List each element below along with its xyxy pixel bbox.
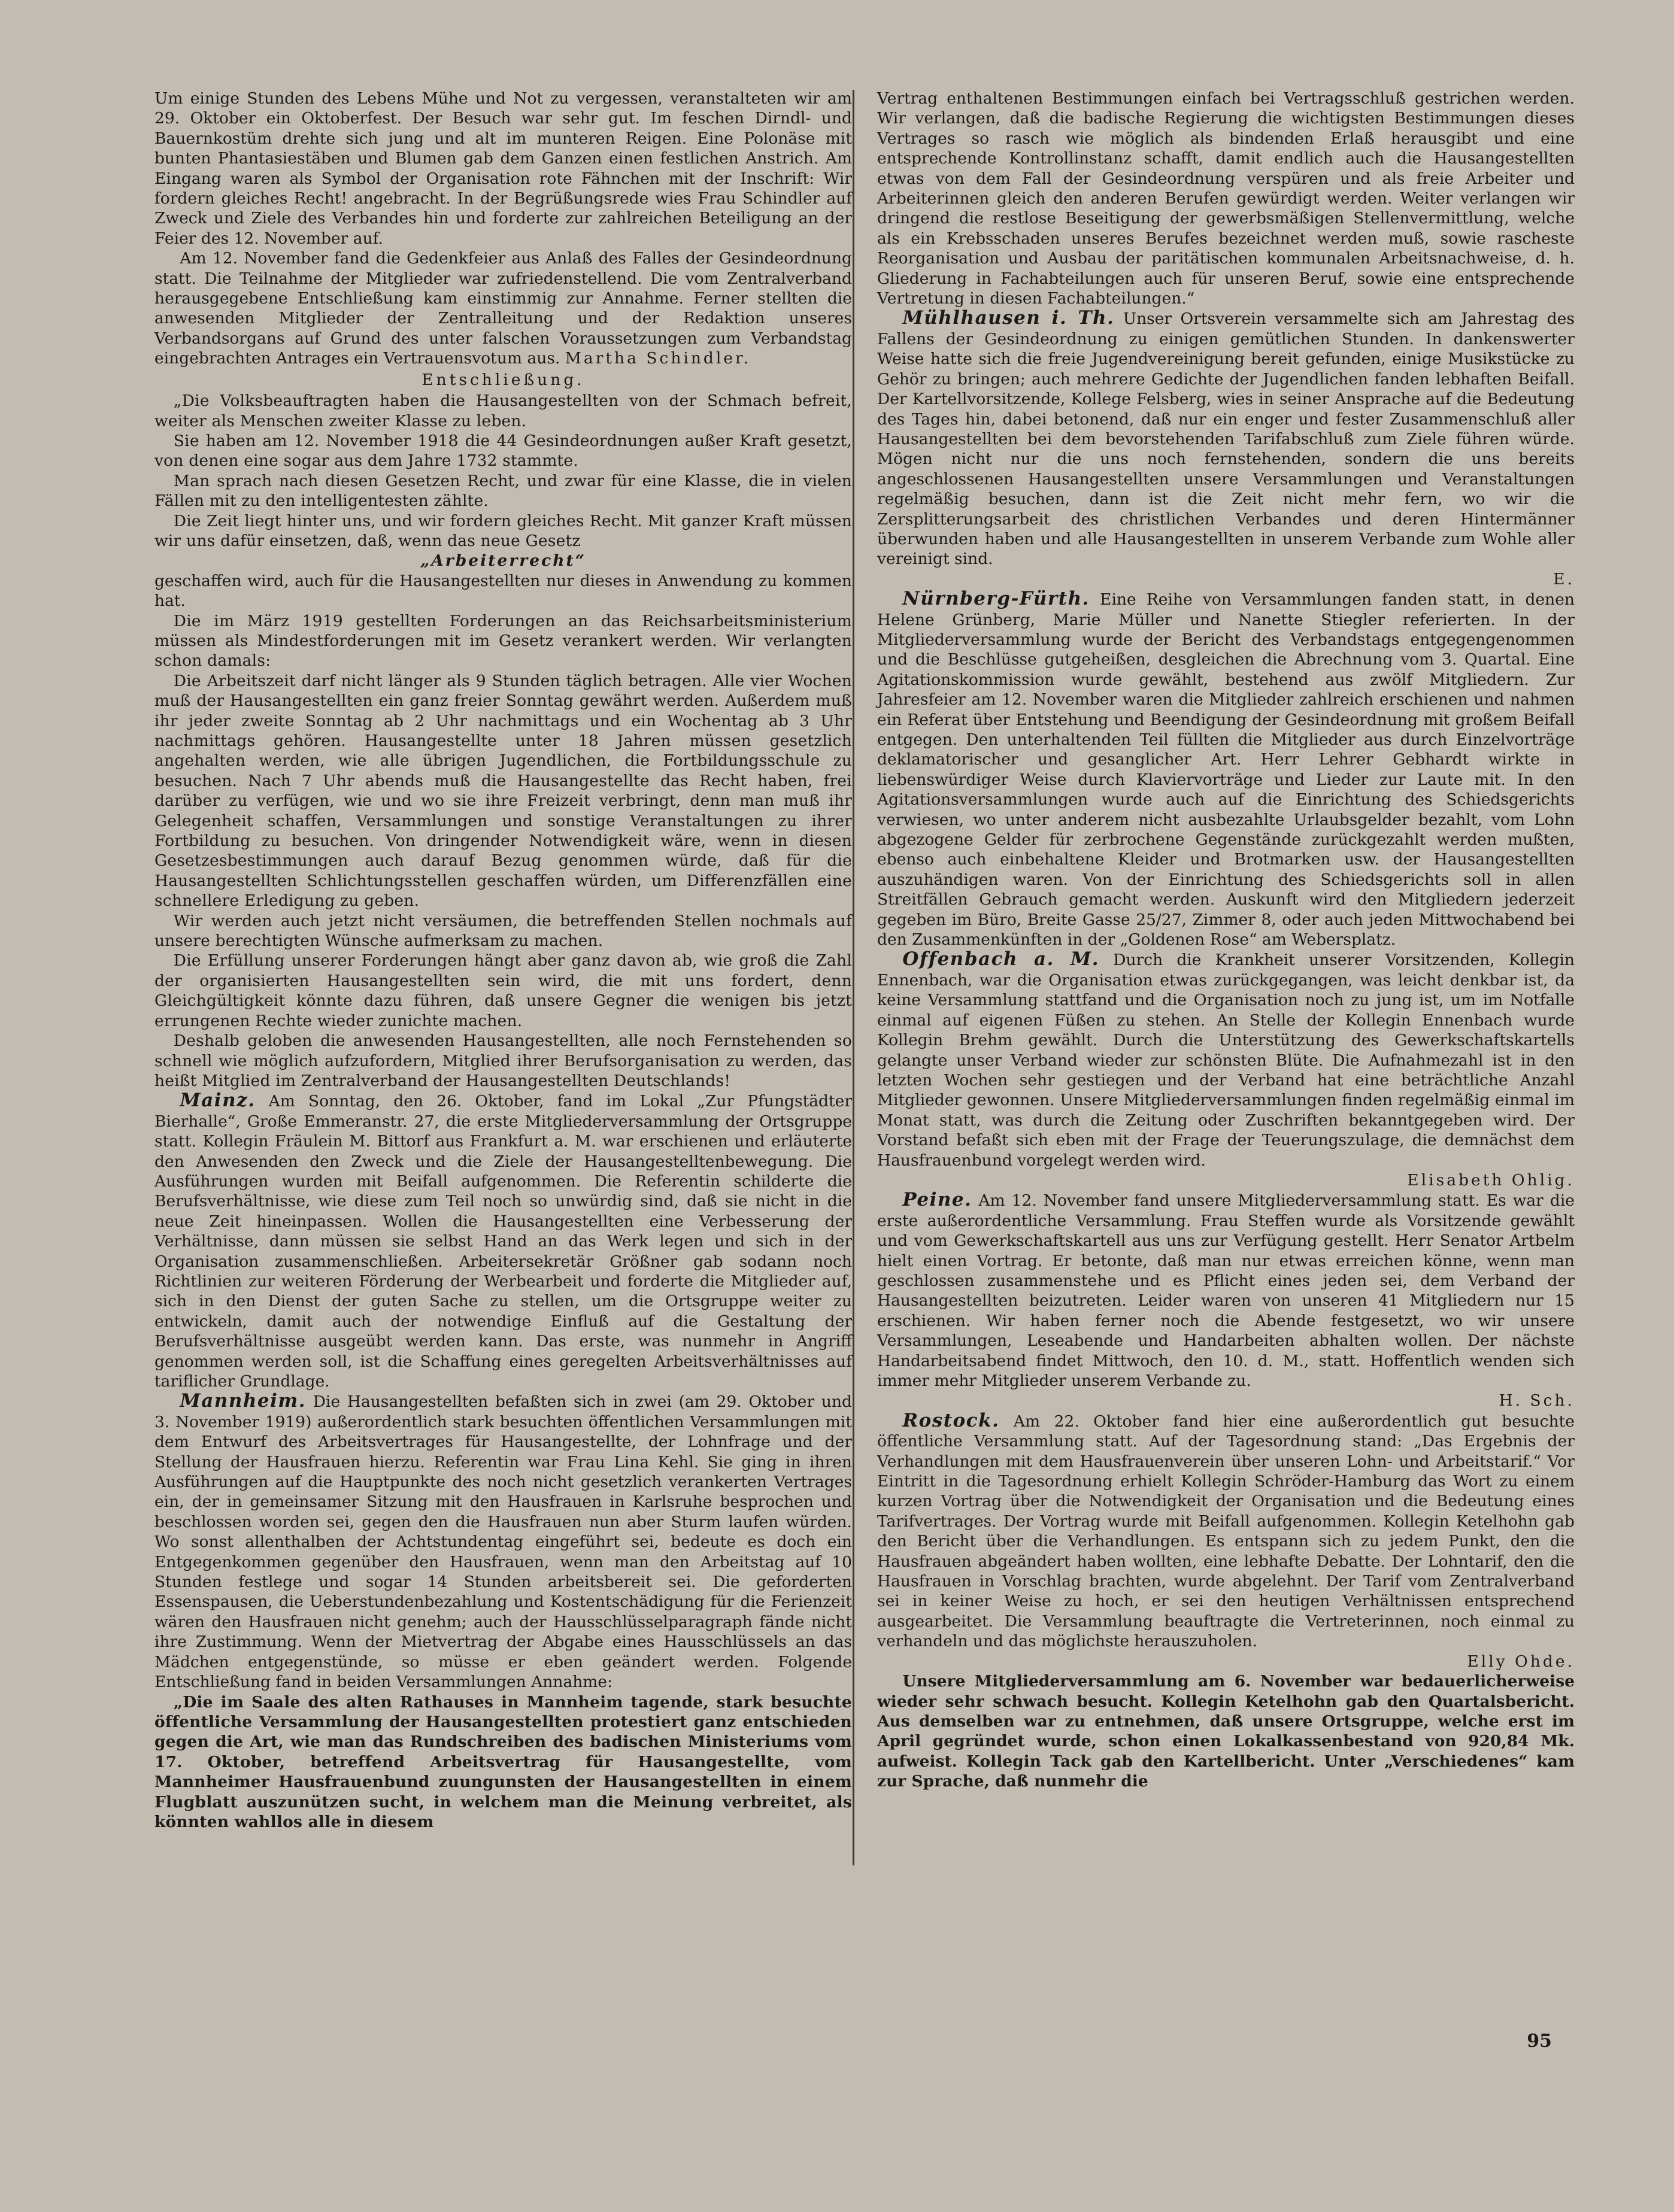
- report-muehlhausen: [877, 308, 1575, 569]
- resolution-paragraph-2: Sie haben am 12. November 1918 die 44 Gesindeordnungen außer Kraft gesetzt, von denen eine sogar aus dem Jahre 1732 stammte.: [154, 431, 852, 471]
- mannheim-resolution-continued: Vertrag enthaltenen Bestimmungen einfach bei Vertragsschluß gestrichen werden. Wir verlangen, daß die badische Regierung die wichtigsten Bestimmungen dieses Vertrages so rasch wie möglich als bindenden Erlaß herausgibt und eine entsprechende Kontrollinstanz schafft, damit endlich auch die Hausangestellten etwas von dem Fall der Gesindeordnung verspüren und als freie Arbeiter und Arbeiterinnen gleich den anderen Berufen gewürdigt werden. Weiter verlangen wir dringend die restlose Beseitigung der gewerbsmäßigen Stellenvermittlung, welche als ein Krebsschaden unseres Berufes bezeichnet werden muß, sowie rascheste Reorganisation und Ausbau der paritätischen kommunalen Arbeitsnachweise, d. h. Gliederung in Fachabteilungen auch für unseren Beruf, sowie eine entsprechende Vertretung in diesen Fachabteilungen.“: [877, 89, 1575, 308]
- mainz-text: Am Sonntag, den 26. Oktober, fand im Lokal „Zur Pfungstädter Bierhalle“, Große Emmeranstr. 27, die erste Mitgliederversammlung der Ortsgruppe statt. Kollegin Fräulein M. Bittorf aus Frankfurt a. M. war erschienen und erläuterte den Anwesenden den Zweck und die Ziele der Hausangestelltenbewegung. Die Ausführungen wurden mit Beifall aufgenommen. Die Referentin schilderte die Berufsverhältnisse, wie diese zum Teil noch so unwürdig sind, daß sie nicht in die neue Zeit hineinpassen. Wollen die Hausangestellten eine Verbesserung der Verhältnisse, dann müssen sie selbst Hand an das Werk legen und sich in der Organisation zusammenschließen. Arbeitersekretär Größner gab sodann noch Richtlinien zur weiteren Förderung der Werbearbeit und forderte die Mitglieder auf, sich in den Dienst der guten Sache zu stellen, um die Ortsgruppe weiter zu entwickeln, damit auch der notwendige Einfluß auf die Gestaltung der Berufsverhältnisse ausgeübt werden kann. Das erste, was nunmehr in Angriff genommen werden soll, ist die Schaffung eines geregelten Arbeitsverhältnisses auf tariflicher Grundlage.: [154, 1092, 852, 1391]
- resolution-paragraph-3: Man sprach nach diesen Gesetzen Recht, und zwar für eine Klasse, die in vielen Fällen mit zu den intelligentesten zählte.: [154, 471, 852, 511]
- signature-hsch: H. Sch.: [1499, 1391, 1575, 1410]
- report-mainz: [154, 1091, 852, 1391]
- report-rostock: [877, 1411, 1575, 1652]
- resolution-paragraph-9: Die Erfüllung unserer Forderungen hängt aber ganz davon ab, wie groß die Zahl der organisierten Hausangestellten sein wird, die mit uns fordert, denn Gleichgültigkeit könnte dazu führen, daß unsere Gegner die wenigen bis jetzt errungenen Rechte wieder zunichte machen.: [154, 951, 852, 1030]
- mannheim-resolution: „Die im Saale des alten Rathauses in Mannheim tagende, stark besuchte öffentliche Versammlung der Hausangestellten protestiert ganz entschieden gegen die Art, wie man das Rundschreiben des badischen Ministeriums vom 17. Oktober, betreffend Arbeitsvertrag für Hausangestellte, vom Mannheimer Hausfrauenbund zuungunsten der Hausangestellten in einem Flugblatt auszunützen sucht, in welchem man die Meinung verbreitet, als könnten wahllos alle in diesem: [154, 1692, 852, 1831]
- report-mannheim: [154, 1391, 852, 1692]
- heading-rostock: Rostock.: [902, 1409, 1000, 1431]
- resolution-title: Entschließung.: [421, 370, 585, 389]
- muehlhausen-text: Unser Ortsverein versammelte sich am Jahrestag des Fallens der Gesindeordnung zu einigen gemütlichen Stunden. In dankenswerter Weise hatte sich die freie Jugendvereinigung bereit gefunden, einige Musikstücke zu Gehör zu bringen; auch mehrere Gedichte der Jugendlichen fanden lebhaften Beifall. Der Kartellvorsitzende, Kollege Felsberg, wies in seiner Ansprache auf die Bedeutung des Tages hin, dabei betonend, daß nur ein enger und fester Zusammenschluß aller Hausangestellten bei dem bevorstehenden Tarifabschluß zum Ziele führen würde. Mögen nicht nur die uns noch fernstehenden, sondern die uns bereits angeschlossenen Hausangestellten unsere Versammlungen und Veranstaltungen regelmäßig besuchen, dann ist die Zeit nicht mehr fern, wo wir die Zersplitterungsarbeit des christlichen Verbandes und deren Hintermänner überwunden haben und alle Hausangestellten in unserem Verbande zum Wohle aller vereinigt sind.: [877, 310, 1575, 569]
- signature-e: E.: [1553, 569, 1575, 588]
- page-number: 95: [1527, 2031, 1552, 2052]
- column-divider: [853, 90, 854, 1865]
- paragraph-oktoberfest: Um einige Stunden des Lebens Mühe und Not zu vergessen, veranstalteten wir am 29. Oktober ein Oktoberfest. Der Besuch war sehr gut. Im feschen Dirndl- und Bauernkostüm drehte sich jung und alt im munteren Reigen. Eine Polonäse mit bunten Phantasiestäben und Blumen gab dem Ganzen einen festlichen Anstrich. Am Eingang waren als Symbol der Organisation rote Fähnchen mit der Inschrift: Wir fordern gleiches Recht! angebracht. In der Begrüßungsrede wies Frau Schindler auf Zweck und Ziele des Verbandes hin und forderte zur zahlreichen Beteiligung an der Feier des 12. November auf.: [154, 89, 852, 248]
- signature-ohlig: Elisabeth Ohlig.: [1407, 1170, 1575, 1190]
- paragraph-gedenkfeier: [154, 248, 852, 368]
- left-column: [154, 89, 852, 1832]
- resolution-paragraph-4: Die Zeit liegt hinter uns, und wir fordern gleiches Recht. Mit ganzer Kraft müssen wir uns dafür einsetzen, daß, wenn das neue Gesetz: [154, 511, 852, 550]
- resolution-paragraph-1: „Die Volksbeauftragten haben die Hausangestellten von der Schmach befreit, weiter als Menschen zweiter Klasse zu leben.: [154, 392, 852, 430]
- resolution-paragraph-10: Deshalb geloben die anwesenden Hausangestellten, alle noch Fernstehenden so schnell wie möglich aufzufordern, Mitglied ihrer Berufsorganisation zu werden, das heißt Mitglied im Zentralverband der Hausangestellten Deutschlands!: [154, 1031, 852, 1090]
- mannheim-text: Die Hausangestellten befaßten sich in zwei (am 29. Oktober und 3. November 1919) außerordentlich stark besuchten öffentlichen Versammlungen mit dem Entwurf des Arbeitsvertrages für Hausangestellte, der Lohnfrage und der Stellung der Hausfrauen hierzu. Referentin war Frau Lina Kehl. Sie ging in ihren Ausführungen auf die Hauptpunkte des noch nicht gesetzlich verankerten Vertrages ein, der in gemeinsamer Sitzung mit den Hausfrauen in Karlsruhe besprochen und beschlossen worden sei, gegen den die Hausfrauen nun aber Sturm laufen würden. Wo sonst allenthalben der Achtstundentag eingeführt sei, bedeute es doch ein Entgegenkommen gegenüber den Hausfrauen, wenn man den Arbeitstag auf 10 Stunden festlege und sogar 14 Stunden arbeitsbereit sei. Die geforderten Essenspausen, die Ueberstundenbezahlung und Kostentschädigung für die Ferienzeit wären den Hausfrauen nicht genehm; auch der Hausschlüsselparagraph fände nicht ihre Zustimmung. Wenn der Mietvertrag der Abgabe eines Hausschlüssels an das Mädchen entgegenstünde, so müsse er eben geändert werden. Folgende Entschließung fand in beiden Versammlungen Annahme:: [154, 1392, 852, 1692]
- heading-peine: Peine.: [902, 1189, 972, 1211]
- heading-nuernberg: Nürnberg-Fürth.: [902, 588, 1090, 610]
- right-column: [877, 89, 1575, 1792]
- heading-mainz: Mainz.: [180, 1090, 256, 1112]
- gedenkfeier-text: Am 12. November fand die Gedenkfeier aus Anlaß des Falles der Gesindeordnung statt. Die Teilnahme der Mitglieder war zufriedenstellend. Die vom Zentralverband herausgegebene Entschließung kam einstimmig zur Annahme. Ferner stellten die anwesenden Mitglieder der Zentralleitung und der Redaktion unseres Verbandsorgans auf Grund des unter falschen Voraussetzungen zum Verbandstag eingebrachten Antrages ein Vertrauensvotum aus.: [154, 249, 852, 368]
- peine-text: Am 12. November fand unsere Mitgliederversammlung statt. Es war die erste außerordentliche Versammlung. Frau Steffen wurde als Vorsitzende gewählt und vom Gewerkschaftskartell aus uns zur Verfügung gestellt. Herr Senator Artbelm hielt einen Vortrag. Er betonte, daß man nur etwas erreichen könne, wenn man geschlossen zusammenstehe und es Pflicht eines jeden sei, dem Verband der Hausangestellten beizutreten. Leider waren von unseren 41 Mitgliedern nur 15 erschienen. Wir haben ferner noch die Abende festgesetzt, wo wir unsere Versammlungen, Leseabende und Handarbeiten abhalten wollen. Der nächste Handarbeitsabend findet Mittwoch, den 10. d. M., statt. Hoffentlich wenden sich immer mehr Mitglieder unserem Verbande zu.: [877, 1191, 1575, 1390]
- rostock-text: Am 22. Oktober fand hier eine außerordentlich gut besuchte öffentliche Versammlung statt. Auf der Tagesordnung stand: „Das Ergebnis der Verhandlungen mit dem Hausfrauenverein über unseren Lohn- und Arbeitstarif.“ Vor Eintritt in die Tagesordnung erhielt Kollegin Schröder-Hamburg das Wort zu einem kurzen Vortrag über die Notwendigkeit der Organisation und die Bedeutung eines Tarifvertrages. Der Vortrag wurde mit Beifall aufgenommen. Kollegin Ketelhohn gab den Bericht über die Verhandlungen. Es entspann sich zu jedem Punkt, den die Hausfrauen abgeändert haben wollten, eine lebhafte Debatte. Der Lohntarif, den die Hausfrauen in Vorschlag brachten, wurde abgelehnt. Der Tarif vom Zentralverband sei in keiner Weise zu hoch, er sei den heutigen Verhältnissen entsprechend ausgearbeitet. Die Versammlung beauftragte die Vertreterinnen, noch einmal zu verhandeln und das möglichste herauszuholen.: [877, 1412, 1575, 1651]
- heading-muehlhausen: Mühlhausen i. Th.: [902, 307, 1115, 329]
- resolution-paragraph-5: geschaffen wird, auch für die Hausangestellten nur dieses in Anwendung zu kommen hat.: [154, 571, 852, 611]
- nuernberg-text: Eine Reihe von Versammlungen fanden statt, in denen Helene Grünberg, Marie Müller und Nanette Stiegler referierten. In der Mitgliederversammlung wurde der Bericht des Verbandstags entgegengenommen und die Beschlüsse gutgeheißen, desgleichen die Abrechnung vom 3. Quartal. Eine Agitationskommission wurde gewählt, bestehend aus zwölf Mitgliedern. Zur Jahresfeier am 12. November waren die Mitglieder zahlreich erschienen und nahmen ein Referat über Entstehung und Beendigung der Gesindeordnung mit großem Beifall entgegen. Den unterhaltenden Teil füllten die Mitglieder aus durch Einzelvorträge deklamatorischer und gesanglicher Art. Herr Lehrer Gebhardt wirkte in liebenswürdiger Weise durch Klaviervorträge und Lieder zur Laute mit. In den Agitationsversammlungen wurde auch auf die Einrichtung des Schiedsgerichts verwiesen, wo unter anderem nicht ausbezahlte Urlaubsgelder bezahlt, vom Lohn abgezogene Gelder für zerbrochene Gegenstände zurückgezahlt werden mußten, ebenso auch einbehaltene Kleider und Brotmarken usw. der Hausangestellten auszuhändigen waren. Von der Einrichtung des Schiedsgerichts soll in allen Streitfällen Gebrauch gemacht werden. Auskunft wird den Mitgliedern jederzeit gegeben im Büro, Breite Gasse 25/27, Zimmer 8, oder auch jeden Mittwochabend bei den Zusammenkünften in der „Goldenen Rose“ am Webersplatz.: [877, 590, 1575, 949]
- arbeiterrecht-heading: „Arbeiterrecht“: [420, 551, 586, 571]
- report-peine: [877, 1190, 1575, 1391]
- signature-schindler: Martha Schindler.: [565, 349, 751, 368]
- heading-offenbach: Offenbach a. M.: [902, 948, 1100, 970]
- report-nuernberg: [877, 589, 1575, 949]
- offenbach-text: Durch die Krankheit unserer Vorsitzenden, Kollegin Ennenbach, war die Organisation etwas zurückgegangen, was leicht denkbar ist, da keine Versammlung stattfand und die Organisation noch zu jung ist, um im Notfalle einmal auf eigenen Füßen zu stehen. An Stelle der Kollegin Ennenbach wurde Kollegin Brehm gewählt. Durch die Unterstützung des Gewerkschaftskartells gelangte unser Verband wieder zur schönsten Blüte. Die Aufnahmezahl ist in den letzten Wochen sehr gestiegen und der Verband hat eine beträchtliche Anzahl Mitglieder gewonnen. Unsere Mitgliederversammlungen finden regelmäßig einmal im Monat statt, was durch die Zeitung oder Zuschriften bekanntgegeben wird. Der Vorstand befaßt sich eben mit der Frage der Teuerungszulage, die demnächst dem Hausfrauenbund vorgelegt werden wird.: [877, 951, 1575, 1170]
- report-offenbach: [877, 949, 1575, 1170]
- heading-mannheim: Mannheim.: [180, 1390, 307, 1412]
- resolution-paragraph-7: Die Arbeitszeit darf nicht länger als 9 Stunden täglich betragen. Alle vier Wochen muß der Hausangestellten ein ganz freier Sonntag gewährt werden. Außerdem muß ihr jeder zweite Sonntag ab 2 Uhr nachmittags und ein Wochentag ab 3 Uhr nachmittags gehören. Hausangestellte unter 18 Jahren müssen gesetzlich angehalten werden, wie alle übrigen Jugendlichen, die Fortbildungsschule zu besuchen. Nach 7 Uhr abends muß die Hausangestellte das Recht haben, frei darüber zu verfügen, wie und wo sie ihre Freizeit verbringt, denn man muß ihr Gelegenheit schaffen, Versammlungen und sonstige Veranstaltungen zu ihrer Fortbildung zu besuchen. Von dringender Notwendigkeit wäre, wenn in diesen Gesetzesbestimmungen auch darauf Bezug genommen würde, daß für die Hausangestellten Schlichtungsstellen geschaffen würden, um Differenzfällen eine schnellere Erledigung zu geben.: [154, 671, 852, 911]
- resolution-paragraph-8: Wir werden auch jetzt nicht versäumen, die betreffenden Stellen nochmals auf unsere berechtigten Wünsche aufmerksam zu machen.: [154, 911, 852, 951]
- resolution-paragraph-6: Die im März 1919 gestellten Forderungen an das Reichsarbeitsministerium müssen als Mindestforderungen mit im Gesetz verankert werden. Wir verlangten schon damals:: [154, 611, 852, 670]
- signature-ohde: Elly Ohde.: [1467, 1652, 1575, 1671]
- rostock-paragraph-2: Unsere Mitgliederversammlung am 6. November war bedauerlicherweise wieder sehr schwach besucht. Kollegin Ketelhohn gab den Quartalsbericht. Aus demselben war zu entnehmen, daß unsere Ortsgruppe, welche erst im April gegründet wurde, schon einen Lokalkassenbestand von 920,84 Mk. aufweist. Kollegin Tack gab den Kartellbericht. Unter „Verschiedenes“ kam zur Sprache, daß nunmehr die: [877, 1672, 1575, 1791]
